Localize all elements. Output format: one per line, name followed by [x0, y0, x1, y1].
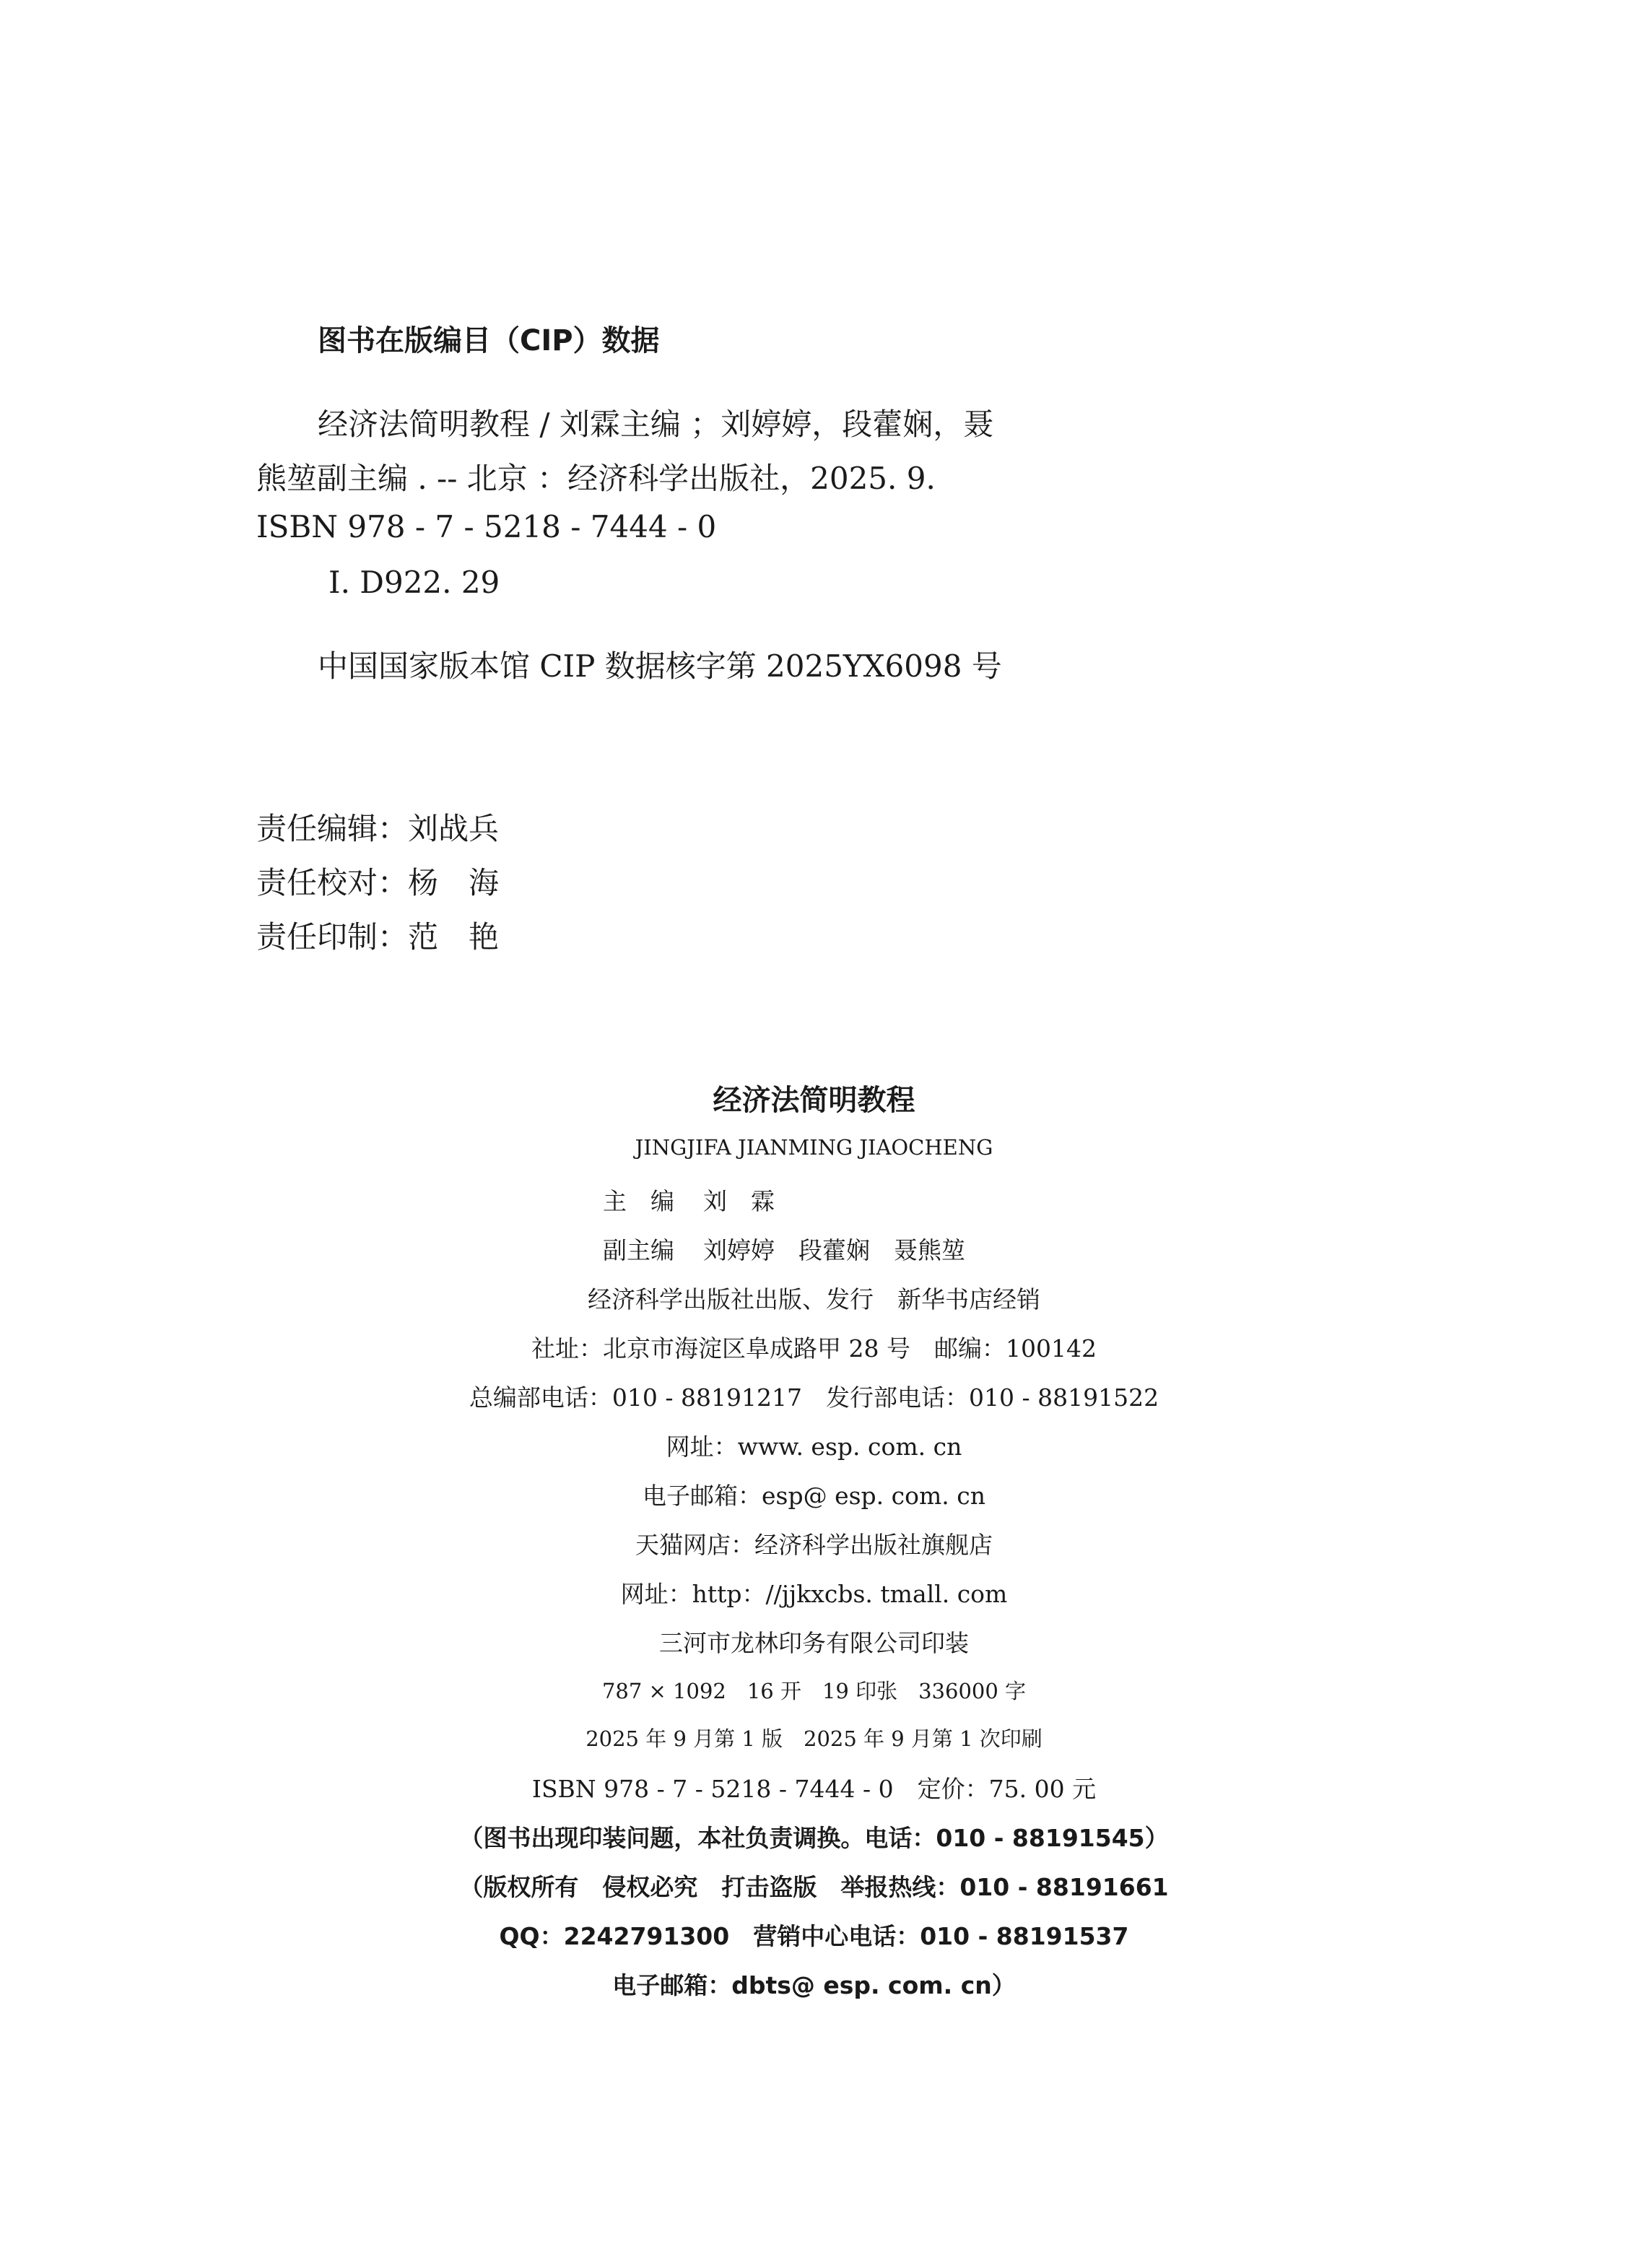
colophon-phones: 总编部电话：010 - 88191217 发行部电话：010 - 88191522: [469, 1383, 1159, 1412]
credit-row: [256, 859, 499, 903]
colophon-notice-copyright: （版权所有 侵权必究 打击盗版 举报热线：010 - 88191661: [459, 1873, 1169, 1901]
cip-isbn: ISBN 978 - 7 - 5218 - 7444 - 0: [256, 509, 717, 544]
credit-role: 责任校对：: [256, 865, 409, 900]
colophon-email: 电子邮箱：esp@ esp. com. cn: [642, 1482, 985, 1510]
credit-row: [256, 805, 499, 848]
credit-name: 刘战兵: [408, 811, 500, 846]
colophon-notice-printing: （图书出现印装问题，本社负责调换。电话：010 - 88191545）: [459, 1824, 1169, 1852]
editor-role: 主 编: [603, 1187, 674, 1215]
colophon-pinyin: JINGJIFA JIANMING JIAOCHENG: [635, 1135, 993, 1160]
colophon-website: 网址：www. esp. com. cn: [666, 1433, 962, 1461]
colophon-tmall-url: 网址：http：//jjkxcbs. tmall. com: [620, 1580, 1008, 1608]
editor-name: 刘 霖: [703, 1187, 775, 1215]
colophon-address: 社址：北京市海淀区阜成路甲 28 号 邮编：100142: [531, 1334, 1097, 1363]
colophon-format: 787 × 1092 16 开 19 印张 336000 字: [601, 1679, 1027, 1703]
cip-heading: 图书在版编目（CIP）数据: [318, 324, 660, 357]
credit-name: 范 艳: [408, 919, 500, 955]
cip-verification: 中国国家版本馆 CIP 数据核字第 2025YX6098 号: [318, 648, 1002, 684]
colophon-isbn-price: ISBN 978 - 7 - 5218 - 7444 - 0 定价：75. 00 元: [531, 1775, 1097, 1803]
deputy-role: 副主编: [603, 1236, 674, 1264]
cip-entry-line1: 经济法简明教程 / 刘霖主编 ；刘婷婷，段藿娴，聂: [318, 407, 994, 442]
colophon-notice-contact: QQ：2242791300 营销中心电话：010 - 88191537: [499, 1922, 1129, 1950]
colophon-edition: 2025 年 9 月第 1 版 2025 年 9 月第 1 次印刷: [586, 1726, 1042, 1751]
credit-name: 杨 海: [408, 865, 500, 900]
colophon-printer: 三河市龙林印务有限公司印装: [659, 1629, 969, 1657]
credit-role: 责任印制：: [256, 919, 409, 955]
credit-row: [256, 913, 499, 957]
colophon-tmall-store: 天猫网店：经济科学出版社旗舰店: [635, 1531, 993, 1559]
colophon-deputy-editors: [603, 1232, 965, 1266]
cip-entry-line2: 熊堃副主编 . -- 北京 ：经济科学出版社，2025. 9.: [256, 461, 936, 496]
credit-role: 责任编辑：: [256, 811, 409, 846]
colophon-publisher: 经济科学出版社出版、发行 新华书店经销: [588, 1285, 1040, 1313]
colophon-title: 经济法简明教程: [713, 1084, 915, 1117]
colophon-editor: [603, 1183, 775, 1217]
colophon-notice-email: 电子邮箱：dbts@ esp. com. cn）: [612, 1971, 1016, 1999]
deputy-names: 刘婷婷 段藿娴 聂熊堃: [703, 1236, 965, 1264]
cip-classification: Ⅰ. D922. 29: [328, 565, 500, 600]
